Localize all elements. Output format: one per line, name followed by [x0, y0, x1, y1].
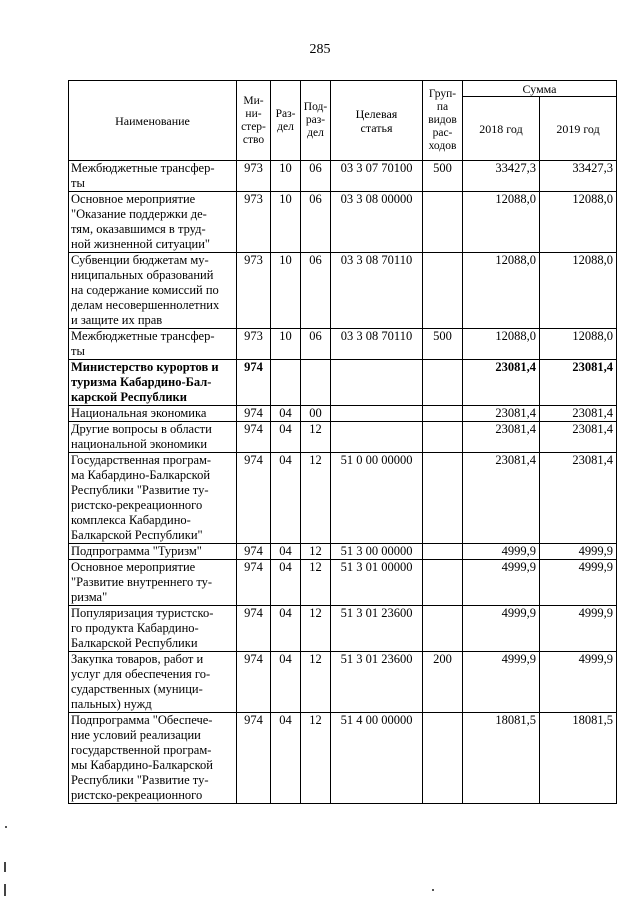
cell-ministry: 973 — [237, 161, 271, 192]
budget-table — [68, 80, 617, 804]
cell-section: 04 — [271, 713, 301, 804]
cell-sum-2019: 12088,0 — [540, 253, 617, 329]
cell-group — [423, 453, 463, 544]
cell-ministry: 974 — [237, 406, 271, 422]
scan-dot — [432, 889, 434, 891]
table-row — [69, 606, 617, 652]
cell-group: 500 — [423, 161, 463, 192]
cell-section: 10 — [271, 329, 301, 360]
cell-ministry: 974 — [237, 652, 271, 713]
cell-name: Популяризация туристско- го продукта Кабардино- Балкарской Республики — [69, 606, 237, 652]
cell-sum-2018: 23081,4 — [463, 406, 540, 422]
page-number: 285 — [309, 42, 331, 57]
cell-sum-2018: 4999,9 — [463, 606, 540, 652]
table-row — [69, 713, 617, 804]
cell-group — [423, 360, 463, 406]
cell-group — [423, 192, 463, 253]
cell-sum-2019: 23081,4 — [540, 360, 617, 406]
cell-subsection — [301, 360, 331, 406]
cell-ministry: 973 — [237, 329, 271, 360]
cell-target: 51 4 00 00000 — [331, 713, 423, 804]
cell-subsection: 00 — [301, 406, 331, 422]
table-row — [69, 360, 617, 406]
cell-section: 04 — [271, 422, 301, 453]
cell-sum-2019: 23081,4 — [540, 406, 617, 422]
cell-group — [423, 406, 463, 422]
header-2019: 2019 год — [540, 97, 617, 161]
table-row — [69, 544, 617, 560]
header-section: Раз- дел — [271, 81, 301, 161]
cell-subsection: 06 — [301, 253, 331, 329]
cell-name: Министерство курортов и туризма Кабардино-Бал- карской Республики — [69, 360, 237, 406]
cell-ministry: 974 — [237, 606, 271, 652]
header-group: Груп- па видов рас- ходов — [423, 81, 463, 161]
cell-subsection: 12 — [301, 606, 331, 652]
header-2018: 2018 год — [463, 97, 540, 161]
cell-name: Субвенции бюджетам му- ниципальных образований на содержание комиссий по делам несовершеннолетних и защите их прав — [69, 253, 237, 329]
cell-sum-2019: 12088,0 — [540, 192, 617, 253]
cell-name: Другие вопросы в области национальной экономики — [69, 422, 237, 453]
cell-sum-2018: 23081,4 — [463, 360, 540, 406]
cell-section: 10 — [271, 253, 301, 329]
cell-sum-2018: 4999,9 — [463, 652, 540, 713]
cell-sum-2019: 18081,5 — [540, 713, 617, 804]
cell-sum-2018: 12088,0 — [463, 253, 540, 329]
cell-sum-2018: 33427,3 — [463, 161, 540, 192]
table-row — [69, 192, 617, 253]
cell-group: 200 — [423, 652, 463, 713]
cell-section — [271, 360, 301, 406]
cell-sum-2018: 4999,9 — [463, 544, 540, 560]
table-row — [69, 253, 617, 329]
cell-subsection: 06 — [301, 192, 331, 253]
cell-group — [423, 560, 463, 606]
cell-group — [423, 422, 463, 453]
cell-name: Подпрограмма "Обеспече- ние условий реализации государственной програм- мы Кабардино-Балкарской Республики "Развитие ту- ристско-рекреационного — [69, 713, 237, 804]
cell-name: Межбюджетные трансфер- ты — [69, 161, 237, 192]
cell-target — [331, 422, 423, 453]
scan-mark — [4, 884, 6, 896]
table-row — [69, 329, 617, 360]
table-row — [69, 422, 617, 453]
cell-sum-2019: 23081,4 — [540, 453, 617, 544]
cell-subsection: 12 — [301, 453, 331, 544]
cell-group — [423, 606, 463, 652]
cell-target: 51 3 01 23600 — [331, 652, 423, 713]
cell-section: 10 — [271, 192, 301, 253]
cell-ministry: 974 — [237, 713, 271, 804]
cell-ministry: 974 — [237, 453, 271, 544]
cell-subsection: 12 — [301, 544, 331, 560]
cell-target: 03 3 08 70110 — [331, 329, 423, 360]
cell-group — [423, 544, 463, 560]
cell-name: Закупка товаров, работ и услуг для обеспечения го- сударственных (муници- пальных) нужд — [69, 652, 237, 713]
cell-ministry: 974 — [237, 544, 271, 560]
table-row — [69, 652, 617, 713]
table-row — [69, 406, 617, 422]
cell-target: 51 0 00 00000 — [331, 453, 423, 544]
cell-section: 04 — [271, 453, 301, 544]
cell-subsection: 12 — [301, 652, 331, 713]
header-subsection: Под- раз- дел — [301, 81, 331, 161]
cell-subsection: 12 — [301, 422, 331, 453]
cell-subsection: 12 — [301, 560, 331, 606]
cell-section: 10 — [271, 161, 301, 192]
cell-group — [423, 253, 463, 329]
cell-sum-2018: 4999,9 — [463, 560, 540, 606]
cell-ministry: 973 — [237, 253, 271, 329]
cell-target: 03 3 07 70100 — [331, 161, 423, 192]
cell-sum-2019: 4999,9 — [540, 606, 617, 652]
header-name: Наименование — [69, 81, 237, 161]
cell-name: Основное мероприятие "Развитие внутреннего ту- ризма" — [69, 560, 237, 606]
cell-target: 51 3 00 00000 — [331, 544, 423, 560]
cell-sum-2019: 4999,9 — [540, 560, 617, 606]
cell-section: 04 — [271, 606, 301, 652]
table-row — [69, 453, 617, 544]
cell-sum-2019: 4999,9 — [540, 652, 617, 713]
cell-sum-2018: 23081,4 — [463, 453, 540, 544]
cell-subsection: 12 — [301, 713, 331, 804]
cell-target: 51 3 01 23600 — [331, 606, 423, 652]
cell-sum-2018: 12088,0 — [463, 192, 540, 253]
cell-subsection: 06 — [301, 161, 331, 192]
table-row — [69, 161, 617, 192]
cell-sum-2019: 23081,4 — [540, 422, 617, 453]
cell-sum-2019: 4999,9 — [540, 544, 617, 560]
header-sum: Сумма — [463, 81, 617, 97]
cell-ministry: 974 — [237, 422, 271, 453]
cell-target — [331, 406, 423, 422]
cell-subsection: 06 — [301, 329, 331, 360]
cell-ministry: 973 — [237, 192, 271, 253]
cell-name: Государственная програм- ма Кабардино-Балкарской Республики "Развитие ту- ристско-рекреационного комплекса Кабардино- Балкарской Республики" — [69, 453, 237, 544]
cell-sum-2019: 12088,0 — [540, 329, 617, 360]
cell-sum-2018: 23081,4 — [463, 422, 540, 453]
cell-target — [331, 360, 423, 406]
cell-target: 51 3 01 00000 — [331, 560, 423, 606]
cell-name: Национальная экономика — [69, 406, 237, 422]
cell-ministry: 974 — [237, 560, 271, 606]
cell-group: 500 — [423, 329, 463, 360]
cell-sum-2019: 33427,3 — [540, 161, 617, 192]
cell-target: 03 3 08 70110 — [331, 253, 423, 329]
cell-section: 04 — [271, 544, 301, 560]
cell-name: Основное мероприятие "Оказание поддержки де- тям, оказавшимся в труд- ной жизненной ситуации" — [69, 192, 237, 253]
cell-sum-2018: 18081,5 — [463, 713, 540, 804]
cell-ministry: 974 — [237, 360, 271, 406]
cell-section: 04 — [271, 652, 301, 713]
cell-section: 04 — [271, 560, 301, 606]
header-ministry: Ми- ни- стер- ство — [237, 81, 271, 161]
cell-name: Межбюджетные трансфер- ты — [69, 329, 237, 360]
header-target: Целевая статья — [331, 81, 423, 161]
cell-section: 04 — [271, 406, 301, 422]
scan-dot — [5, 826, 7, 828]
cell-name: Подпрограмма "Туризм" — [69, 544, 237, 560]
scan-mark — [4, 862, 6, 872]
cell-target: 03 3 08 00000 — [331, 192, 423, 253]
cell-sum-2018: 12088,0 — [463, 329, 540, 360]
cell-group — [423, 713, 463, 804]
table-row — [69, 560, 617, 606]
